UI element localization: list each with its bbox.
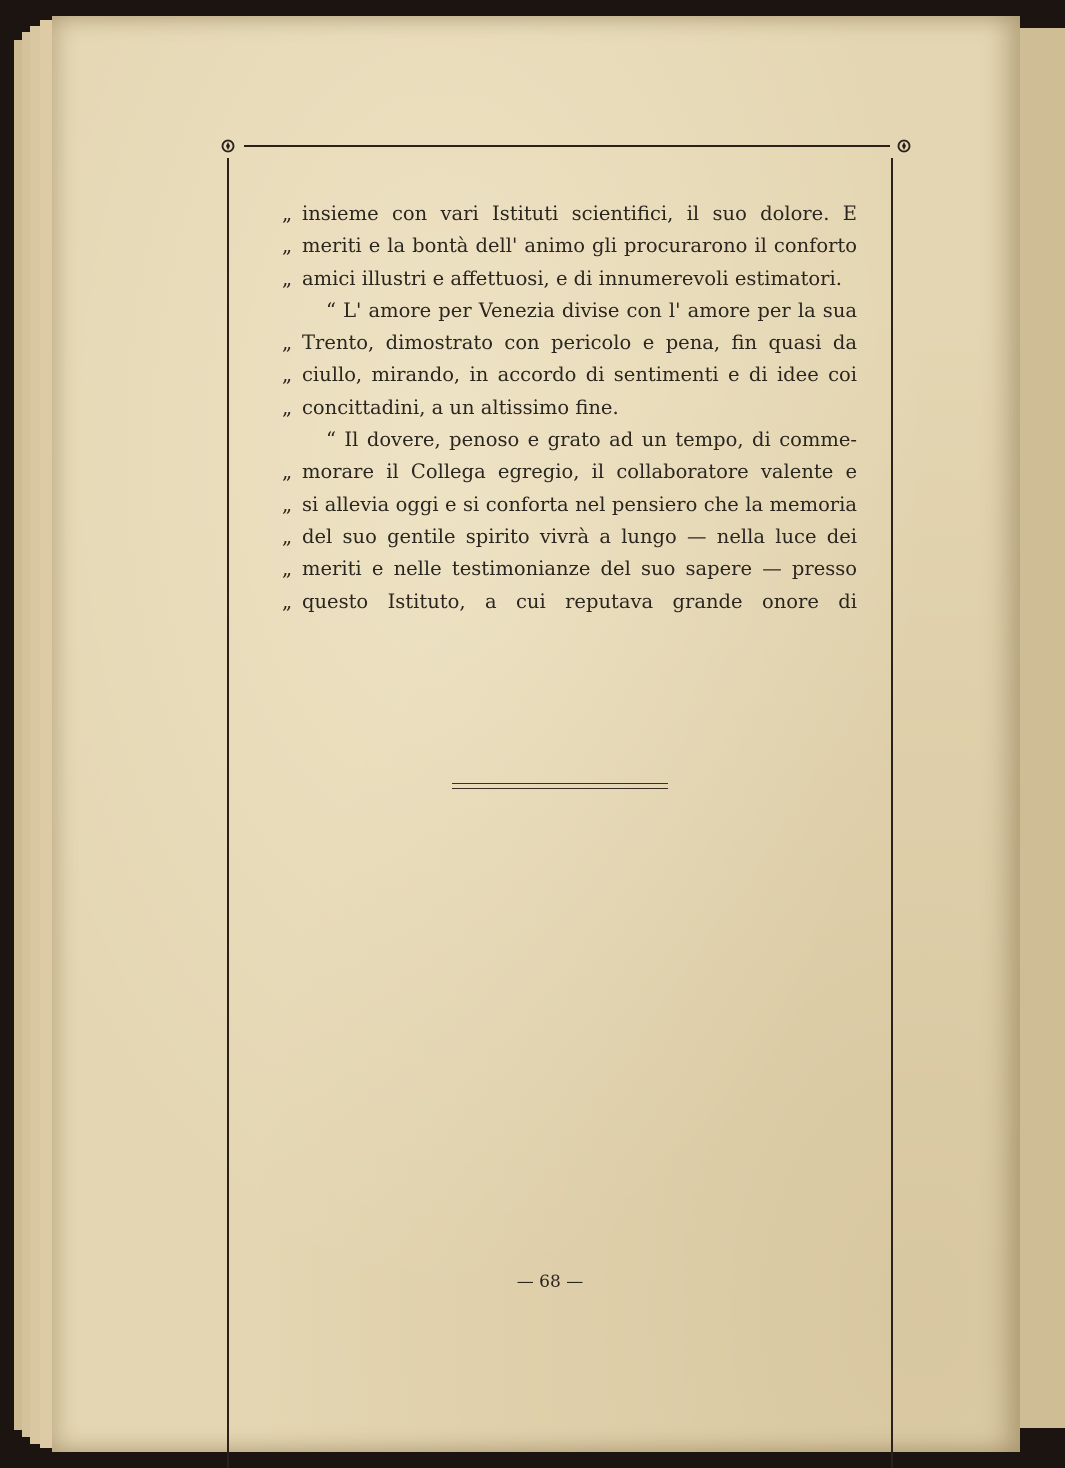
text-line	[282, 198, 857, 230]
line-quote-mark: „	[282, 202, 293, 225]
line-quote-mark: „	[282, 395, 293, 419]
body-text	[282, 198, 857, 618]
line-text: Trento, dimostrato con pericolo e pena, fin quasi da	[302, 331, 857, 355]
text-line	[282, 489, 857, 521]
frame-top-rule	[244, 145, 890, 147]
line-text: meriti e la bontà dell' animo gli procurarono il conforto	[302, 234, 857, 258]
text-line	[282, 521, 857, 553]
line-text: si allevia oggi e si conforta nel pensiero che la memoria	[302, 492, 857, 516]
line-quote-mark: „	[282, 363, 293, 387]
line-quote-mark: „	[282, 460, 293, 484]
line-quote-mark: „	[282, 492, 293, 516]
text-line	[282, 553, 857, 585]
line-text: insieme con vari Istituti scientifici, il suo dolore. E	[302, 202, 857, 225]
page-number: — 68 —	[516, 1272, 584, 1292]
text-line	[282, 230, 857, 262]
line-quote-mark: „	[282, 266, 293, 290]
text-line	[282, 263, 857, 295]
section-separator	[452, 783, 668, 784]
text-line	[282, 295, 857, 327]
line-quote-mark: „	[282, 234, 293, 258]
text-line	[282, 392, 857, 424]
text-line	[282, 424, 857, 456]
line-text: ciullo, mirando, in accordo di sentimenti e di idee coi	[302, 363, 857, 387]
line-quote-mark: „	[282, 589, 293, 613]
line-quote-mark: „	[282, 331, 293, 355]
frame-right-rule	[891, 158, 893, 1468]
line-text: del suo gentile spirito vivrà a lungo — nella luce dei	[302, 524, 857, 548]
line-quote-mark: „	[282, 524, 293, 548]
line-text: concittadini, a un altissimo fine.	[302, 395, 619, 419]
text-line	[282, 359, 857, 391]
line-text: meriti e nelle testimonianze del suo sapere — presso	[302, 557, 857, 581]
text-line	[282, 327, 857, 359]
frame-left-rule	[227, 158, 229, 1468]
line-text: morare il Collega egregio, il collaboratore valente e	[302, 460, 857, 484]
line-text: amici illustri e affettuosi, e di innumerevoli estimatori.	[302, 266, 842, 290]
line-quote-mark: „	[282, 557, 293, 581]
line-text: questo Istituto, a cui reputava grande onore di	[302, 589, 857, 613]
text-line	[282, 586, 857, 618]
corner-ornament-icon	[897, 139, 911, 153]
text-line	[282, 456, 857, 488]
line-text: “ Il dovere, penoso e grato ad un tempo, di comme-	[326, 428, 857, 452]
line-text: “ L' amore per Venezia divise con l' amore per la sua	[326, 298, 857, 322]
section-separator	[452, 788, 668, 789]
corner-ornament-icon	[221, 139, 235, 153]
